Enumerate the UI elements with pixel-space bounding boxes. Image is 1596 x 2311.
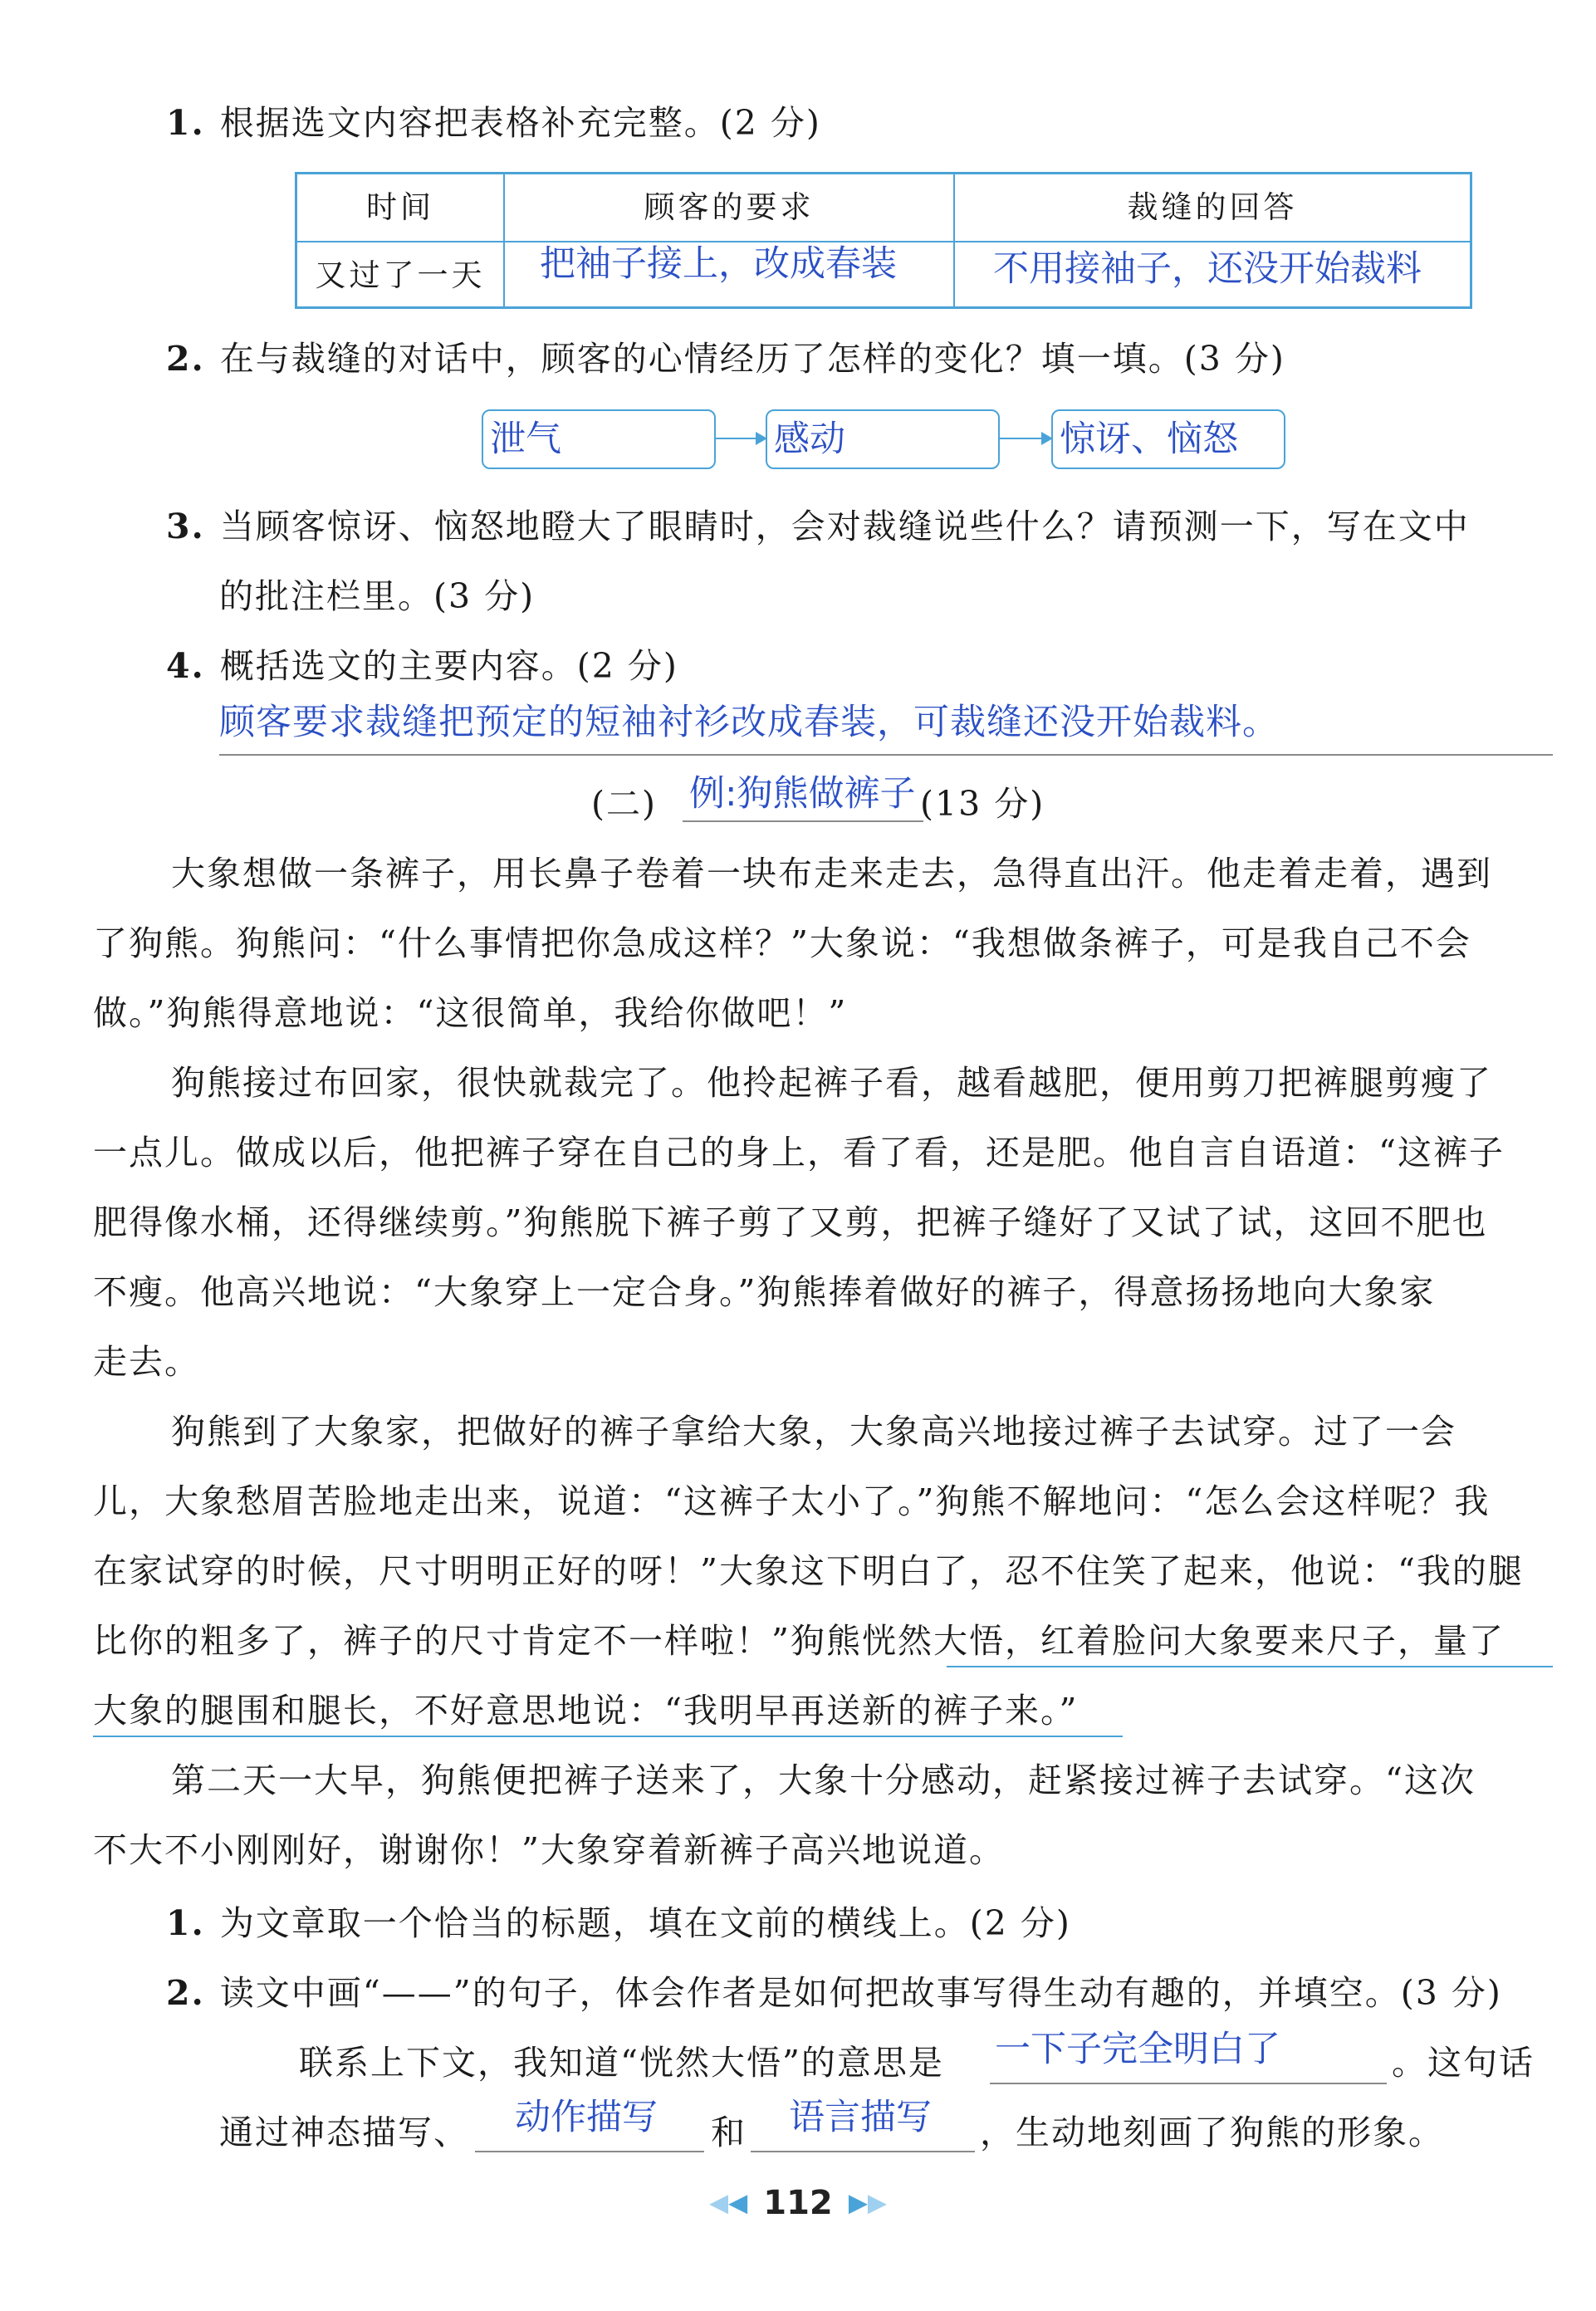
- question-number: 1.: [166, 1903, 205, 1943]
- passage-line: 狗熊到了大象家，把做好的裤子拿给大象，大象高兴地接过裤子去试穿。过了一会: [171, 1412, 1456, 1452]
- mood-answer-3: 惊讶、恼怒: [1060, 419, 1238, 460]
- question-number: 2.: [166, 339, 205, 379]
- table-header-time: 时间: [366, 189, 434, 225]
- mood-box-2: [766, 409, 1000, 469]
- page-footer: [0, 2184, 1596, 2222]
- triangle-left-icon: ◀: [709, 2188, 729, 2218]
- mood-box-3: [1051, 409, 1285, 469]
- question-number: 3.: [166, 507, 205, 546]
- passage-line: 比你的粗多了，裤子的尺寸肯定不一样啦！”狗熊恍然大悟，红着脸问大象要来尺子，量了: [93, 1621, 1505, 1661]
- table-cell-request-answer: 把袖子接上，改成春装: [540, 243, 897, 285]
- question-text: 为文章取一个恰当的标题，填在文前的横线上。(2 分): [219, 1903, 1071, 1943]
- question-text: 读文中画“——”的句子，体会作者是如何把故事写得生动有趣的，并填空。(3 分): [219, 1973, 1502, 2013]
- question-text: 根据选文内容把表格补充完整。(2 分): [219, 103, 821, 143]
- fill-1-suffix: 。这句话: [1392, 2043, 1535, 2083]
- passage-line: 大象的腿围和腿长，不好意思地说：“我明早再送新的裤子来。”: [93, 1691, 1079, 1731]
- passage-line: 不大不小刚刚好，谢谢你！”大象穿着新裤子高兴地说道。: [93, 1830, 1005, 1870]
- passage-line: 大象想做一条裤子，用长鼻子卷着一块布走来走去，急得直出汗。他走着走着，遇到: [171, 854, 1492, 894]
- page-number: 112: [763, 2184, 833, 2222]
- fill-2-answer-2: 语言描写: [789, 2097, 932, 2138]
- title-answer: 例:狗熊做裤子: [689, 773, 916, 815]
- question-3-line-2: 的批注栏里。(3 分): [219, 576, 536, 616]
- passage-line: 狗熊接过布回家，很快就裁完了。他拎起裤子看，越看越肥，便用剪刀把裤腿剪瘦了: [171, 1063, 1492, 1103]
- question-number: 4.: [166, 646, 205, 686]
- arrow-right-icon: [1000, 438, 1051, 439]
- question-number: 2.: [166, 1973, 205, 2013]
- question-text-line-1: 当顾客惊讶、恼怒地瞪大了眼睛时，会对裁缝说些什么？请预测一下，写在文中: [219, 507, 1470, 546]
- answer-underline: [219, 754, 1553, 756]
- triangle-right-icon: ▶: [848, 2188, 868, 2218]
- mood-answer-2: 感动: [774, 419, 845, 460]
- question-text: 在与裁缝的对话中，顾客的心情经历了怎样的变化？填一填。(3 分): [219, 339, 1285, 379]
- fill-2-prefix: 通过神态描写、: [219, 2113, 469, 2152]
- fill-2-middle: 和: [711, 2113, 747, 2152]
- question-2-1: [166, 1898, 1071, 1948]
- mood-box-1: [482, 409, 716, 469]
- fill-2-answer-1: 动作描写: [515, 2097, 658, 2138]
- fill-2-underline-1: [475, 2151, 704, 2152]
- question-2-2: [166, 1968, 1502, 2018]
- section-2-label: (二): [591, 784, 657, 824]
- fill-1-prefix: 联系上下文，我知道“恍然大悟”的意思是: [299, 2043, 944, 2083]
- mood-answer-1: 泄气: [490, 419, 561, 460]
- table-header-request: 顾客的要求: [644, 189, 815, 225]
- passage-line: 第二天一大早，狗熊便把裤子送来了，大象十分感动，赶紧接过裤子去试穿。“这次: [171, 1760, 1476, 1800]
- passage-line: 肥得像水桶，还得继续剪。”狗熊脱下裤子剪了又剪，把裤子缝好了又试了试，这回不肥也: [93, 1202, 1488, 1242]
- underlined-sentence-mark: [947, 1666, 1553, 1667]
- passage-line: 不瘦。他高兴地说：“大象穿上一定合身。”狗熊捧着做好的裤子，得意扬扬地向大象家: [93, 1272, 1436, 1312]
- section-2-score: (13 分): [920, 784, 1045, 824]
- table-header-reply: 裁缝的回答: [1127, 189, 1298, 225]
- question-3: [166, 502, 1470, 551]
- passage-line: 一点儿。做成以后，他把裤子穿在自己的身上，看了看，还是肥。他自言自语道：“这裤子: [93, 1133, 1505, 1173]
- passage-line: 了狗熊。狗熊问：“什么事情把你急成这样？”大象说：“我想做条裤子，可是我自己不会: [93, 923, 1471, 963]
- passage-line: 做。”狗熊得意地说：“这很简单，我给你做吧！”: [93, 993, 848, 1033]
- fill-1-underline: [990, 2083, 1387, 2084]
- arrow-right-icon: [716, 438, 766, 439]
- title-underline: [683, 820, 923, 822]
- fill-1-answer: 一下子完全明白了: [995, 2029, 1280, 2070]
- question-4: [166, 641, 678, 691]
- fill-2-underline-2: [751, 2151, 975, 2152]
- triangle-left-icon: ◀: [728, 2188, 748, 2218]
- question-4-answer: 顾客要求裁缝把预定的短袖衬衫改成春装，可裁缝还没开始裁料。: [219, 702, 1279, 743]
- passage-line: 走去。: [93, 1342, 200, 1382]
- passage-line: 儿，大象愁眉苦脸地走出来，说道：“这裤子太小了。”狗熊不解地问：“怎么会这样呢？我: [93, 1481, 1491, 1521]
- answer-table: [295, 172, 1472, 309]
- fill-2-suffix: ，生动地刻画了狗熊的形象。: [980, 2113, 1444, 2152]
- table-cell-reply-answer: 不用接袖子，还没开始裁料: [993, 248, 1422, 290]
- table-cell-time: 又过了一天: [315, 257, 486, 293]
- question-2: [166, 334, 1285, 384]
- underlined-sentence-mark: [93, 1736, 1123, 1737]
- passage-line: 在家试穿的时候，尺寸明明正好的呀！”大象这下明白了，忍不住笑了起来，他说：“我的腿: [93, 1551, 1524, 1591]
- question-text: 概括选文的主要内容。(2 分): [219, 646, 678, 686]
- question-number: 1.: [166, 103, 205, 143]
- triangle-right-icon: ▶: [867, 2188, 887, 2218]
- question-1: [166, 98, 821, 148]
